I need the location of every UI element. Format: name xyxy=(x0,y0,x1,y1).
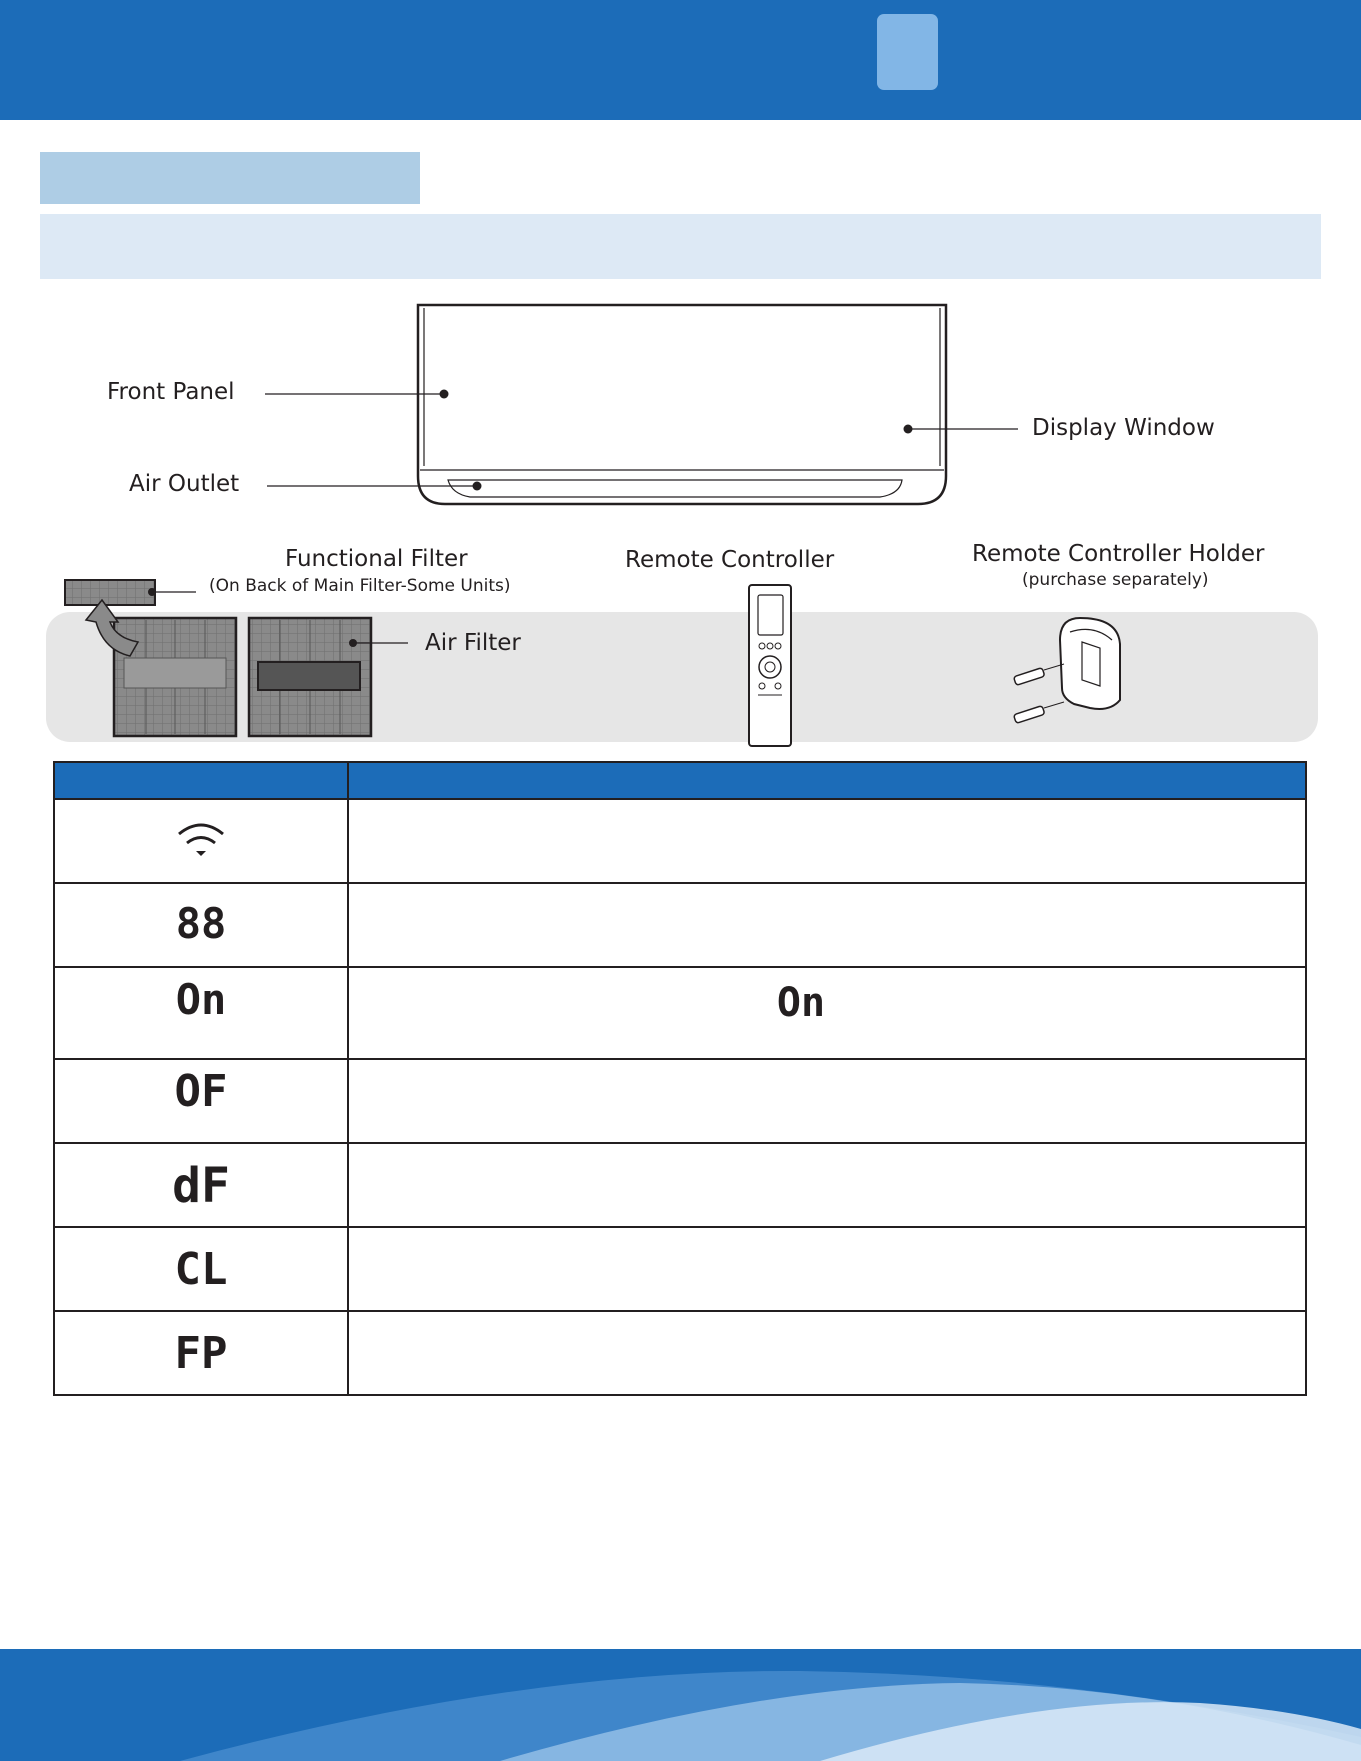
page-header xyxy=(0,0,1361,120)
row-description xyxy=(348,799,1306,883)
remote-controller-image xyxy=(749,585,791,746)
lcd-fp-text: FP xyxy=(174,1327,228,1376)
lcd-df-icon xyxy=(161,1156,241,1210)
code-cell xyxy=(54,1143,348,1227)
air-outlet-marker xyxy=(473,482,482,491)
air-outlet-label: Air Outlet xyxy=(129,471,240,497)
display-window-marker xyxy=(904,425,913,434)
air-filter-label: Air Filter xyxy=(425,630,521,656)
display-window-label: Display Window xyxy=(1032,415,1215,441)
lcd-cl-icon xyxy=(161,1242,241,1292)
lcd-df-text: dF xyxy=(172,1157,230,1210)
air-filter-back xyxy=(249,618,371,736)
footer-wave xyxy=(0,1649,1361,1761)
code-cell xyxy=(54,1311,348,1395)
code-cell xyxy=(54,967,348,1059)
front-panel-marker xyxy=(440,390,449,399)
lcd-cl-text: CL xyxy=(174,1243,228,1292)
lcd-on-text: On xyxy=(175,975,227,1024)
wifi-icon xyxy=(171,814,231,864)
row-description xyxy=(348,1059,1306,1143)
page-footer xyxy=(0,1649,1361,1761)
table-row xyxy=(54,1311,1306,1395)
table-header-cell xyxy=(348,762,1306,799)
wifi-icon-cell xyxy=(54,799,348,883)
display-codes-table xyxy=(53,761,1307,1396)
table-row xyxy=(54,1143,1306,1227)
indoor-unit-body xyxy=(418,305,946,504)
functional-filter-label: Functional Filter xyxy=(285,546,468,572)
code-cell xyxy=(54,1059,348,1143)
table-row xyxy=(54,883,1306,967)
table-row xyxy=(54,1059,1306,1143)
lcd-88-text: 88 xyxy=(175,898,227,948)
front-panel-label: Front Panel xyxy=(107,379,235,405)
row-description xyxy=(348,1227,1306,1311)
lcd-fp-icon xyxy=(161,1326,241,1376)
row-description xyxy=(348,1143,1306,1227)
row-description xyxy=(348,883,1306,967)
air-filter-front xyxy=(114,618,236,736)
lcd-on-icon xyxy=(161,974,241,1024)
accessories-diagram xyxy=(0,570,1361,750)
page-tab xyxy=(877,14,938,90)
section-subtitle-band xyxy=(40,214,1321,279)
lcd-on-inline-text: On xyxy=(776,980,826,1024)
table-row xyxy=(54,1227,1306,1311)
code-cell xyxy=(54,883,348,967)
remote-holder-image xyxy=(1013,618,1120,723)
lcd-of-text: OF xyxy=(174,1066,228,1114)
remote-holder-label: Remote Controller Holder xyxy=(972,541,1265,567)
table-row xyxy=(54,799,1306,883)
lcd-of-icon xyxy=(161,1064,241,1114)
remote-controller-label: Remote Controller xyxy=(625,547,835,573)
table-row xyxy=(54,967,1306,1059)
lcd-on-inline-icon xyxy=(771,974,831,1024)
functional-filter-note: (On Back of Main Filter-Some Units) xyxy=(209,576,511,596)
lcd-88-icon xyxy=(161,898,241,948)
row-description xyxy=(348,1311,1306,1395)
section-title-box xyxy=(40,152,420,204)
remote-holder-note: (purchase separately) xyxy=(1022,570,1209,590)
functional-filter-strip xyxy=(65,580,155,605)
row-description-cell xyxy=(348,967,1306,1059)
table-header xyxy=(54,762,1306,799)
code-cell xyxy=(54,1227,348,1311)
table-header-cell xyxy=(54,762,348,799)
